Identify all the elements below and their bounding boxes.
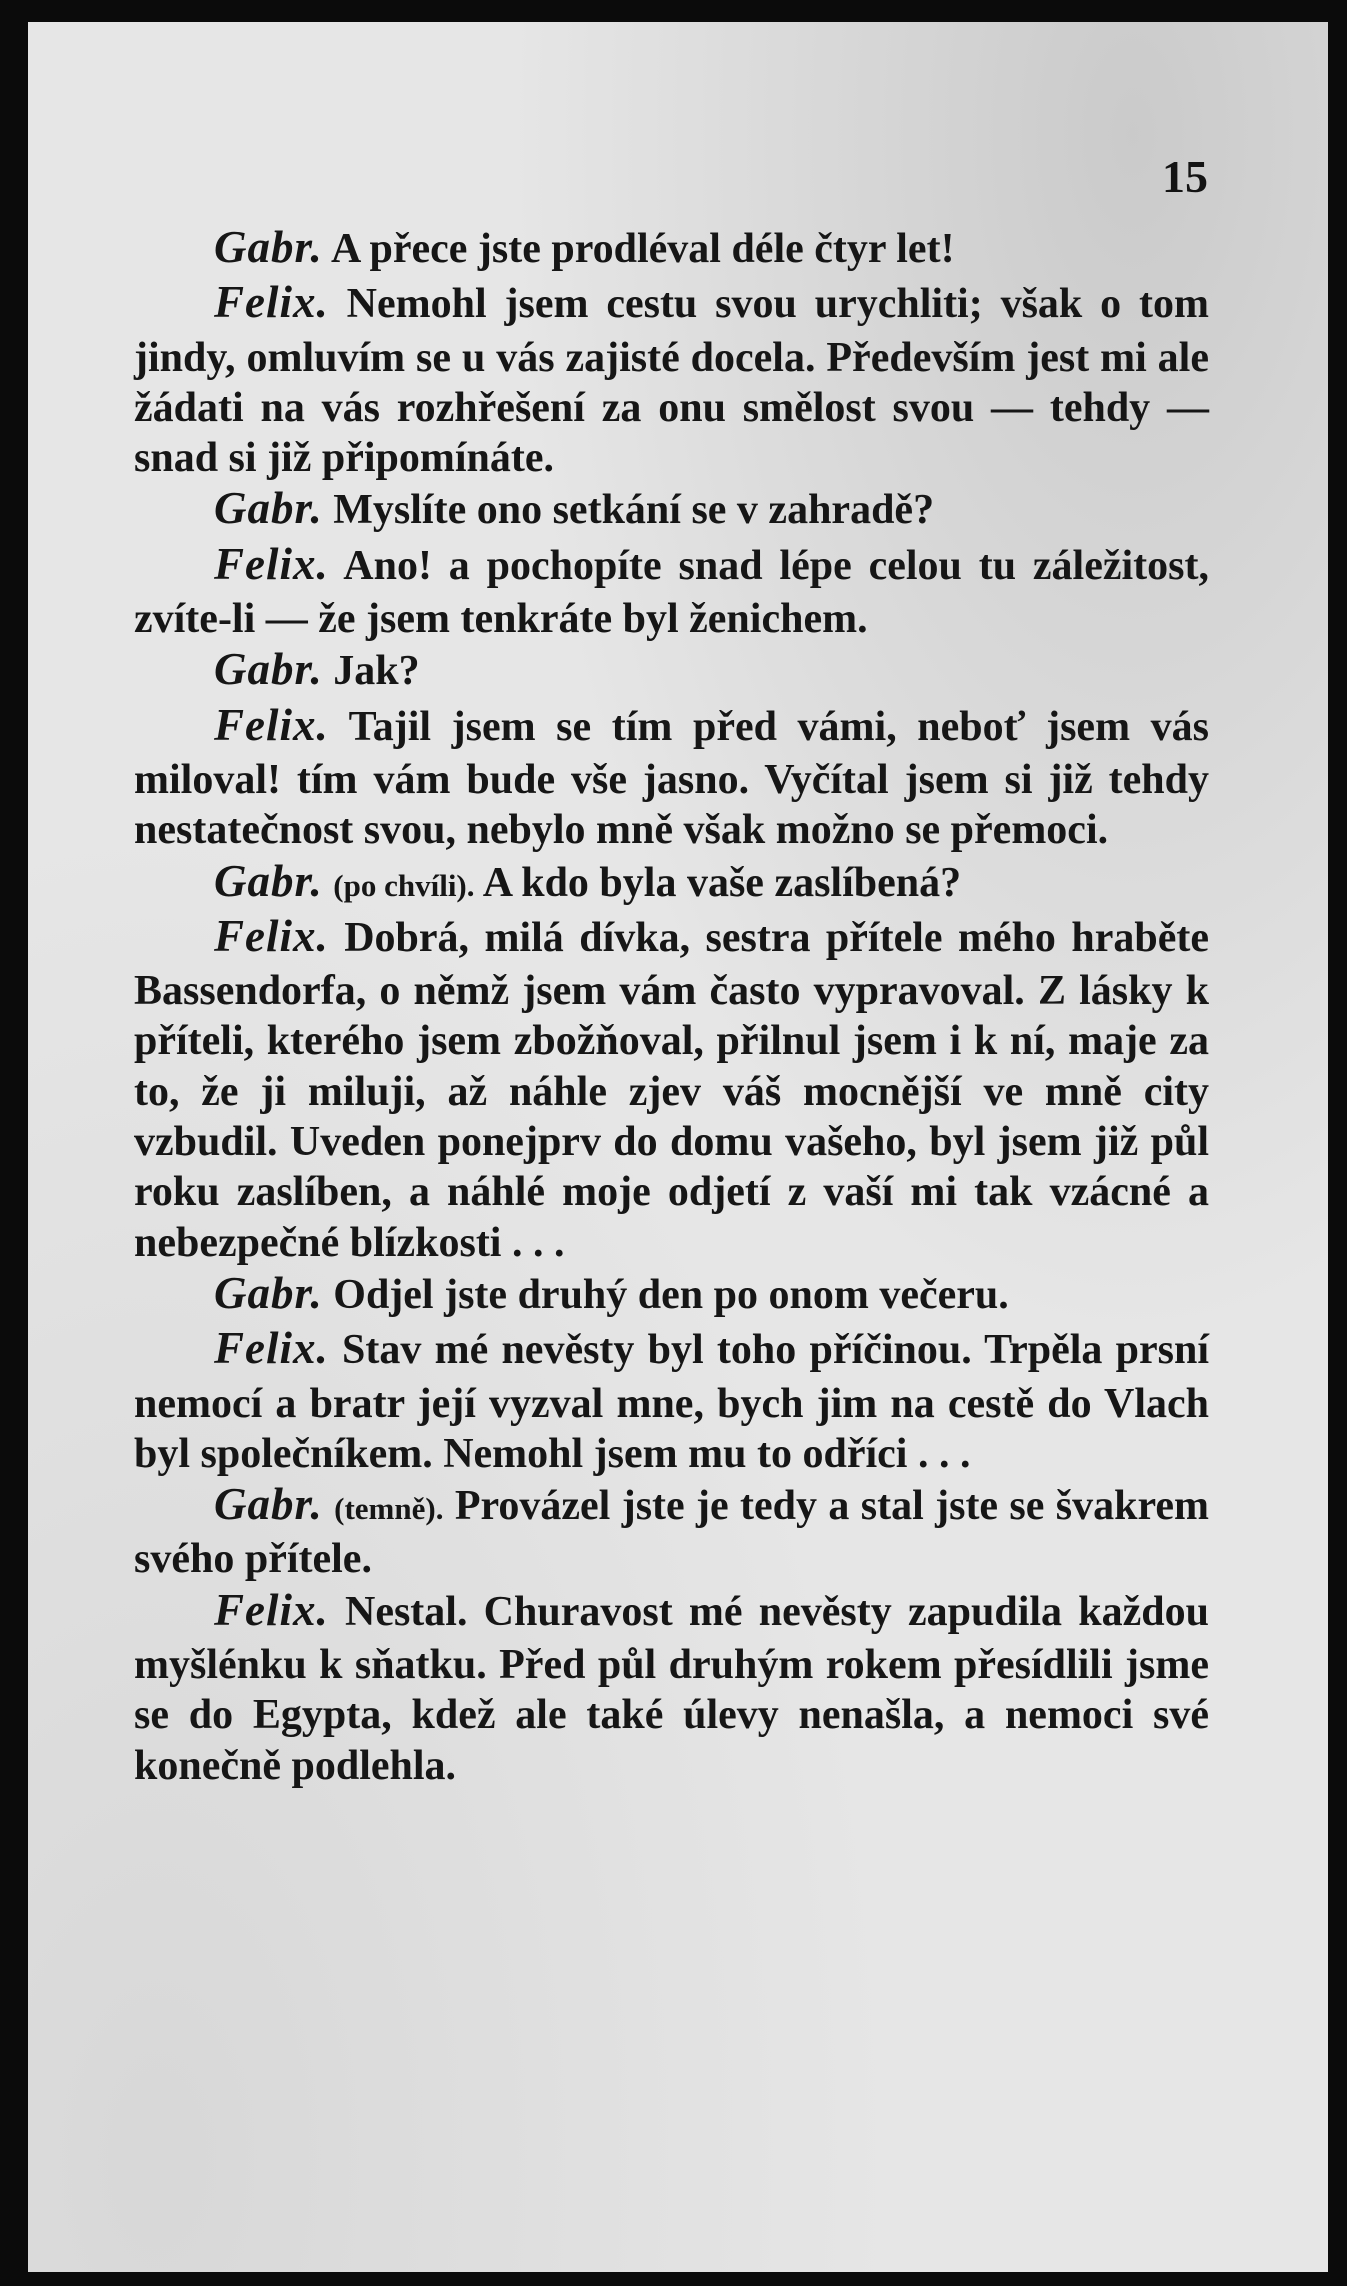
line-text: Myslíte ono setkání se v zahradě? <box>333 487 935 534</box>
line-text: Nemohl jsem cestu svou urychliti; však o tom jindy, omluvím se u vás zajisté docela. Především jest mi ale žádati na vás rozhřešení za onu smělost svou — tehdy — snad si již připomínáte. <box>134 281 1209 482</box>
speaker-name: Felix. <box>214 277 329 328</box>
speaker-name: Felix. <box>214 538 329 589</box>
speaker-name: Felix. <box>214 1323 329 1374</box>
line-text: Tajil jsem se tím před vámi, neboť jsem vás miloval! tím vám bude vše jasno. Vyčítal jsem si již tehdy nestatečnost svou, nebylo mně však možno se přemoci. <box>134 703 1209 854</box>
dialogue-line <box>134 277 1209 483</box>
line-text: Dobrá, milá dívka, sestra přítele mého hraběte Bassendorfa, o němž jsem vám často vypravoval. Z lásky k příteli, kterého jsem zbožňoval, přilnul jsem i k ní, maje za to, že ji miluji, až náhle zjev váš mocnější ve mně city vzbudil. Uveden ponejprv do domu vašeho, byl jsem již půl roku zaslíben, a náhlé moje odjetí z vaší mi tak vzácné a nebezpečné blízkosti . . . <box>134 914 1209 1266</box>
line-text: Nestal. Churavost mé nevěsty zapudila každou myšlénku k sňatku. Před půl druhým rokem přesídlili jsme se do Egypta, kdež ale také úlevy nenašla, a nemoci své konečně podlehla. <box>134 1588 1209 1789</box>
stage-direction: (po chvíli). <box>333 867 475 903</box>
speaker-name: Gabr. <box>214 483 323 534</box>
line-text: Stav mé nevěsty byl toho příčinou. Trpěla prsní nemocí a bratr její vyzval mne, bych jim na cestě do Vlach byl společníkem. Nemohl jsem mu to odříci . . . <box>134 1327 1210 1477</box>
dialogue-line <box>134 700 1209 856</box>
speaker-name: Gabr. <box>214 1267 323 1318</box>
line-text: A kdo byla vaše zaslíbená? <box>482 859 962 906</box>
speaker-name: Felix. <box>214 699 329 750</box>
dialogue-text <box>134 222 1209 1791</box>
line-text: A přece jste prodléval déle čtyr let! <box>330 226 955 272</box>
stage-direction: (temně). <box>334 1491 444 1527</box>
speaker-name: Gabr. <box>214 222 323 272</box>
dialogue-line <box>134 483 1209 538</box>
page-number: 15 <box>1162 151 1208 202</box>
dialogue-line <box>134 1323 1209 1479</box>
speaker-name: Felix. <box>214 1584 329 1635</box>
book-page <box>28 22 1328 2272</box>
speaker-name: Gabr. <box>214 1479 323 1530</box>
line-text: Jak? <box>333 648 420 695</box>
dialogue-line <box>134 856 1209 911</box>
line-text: Provázel jste je tedy a stal jste se švakrem svého přítele. <box>134 1483 1210 1583</box>
dialogue-line <box>134 911 1209 1268</box>
dialogue-line <box>134 1479 1209 1585</box>
line-text: Odjel jste druhý den po onom večeru. <box>333 1271 1009 1318</box>
speaker-name: Felix. <box>214 910 329 961</box>
dialogue-line <box>134 1585 1209 1791</box>
speaker-name: Gabr. <box>214 644 323 695</box>
dialogue-line <box>134 222 1209 277</box>
dialogue-line <box>134 1268 1209 1323</box>
dialogue-line <box>134 539 1209 645</box>
speaker-name: Gabr. <box>214 855 323 906</box>
dialogue-line <box>134 644 1209 699</box>
line-text: Ano! a pochopíte snad lépe celou tu záležitost, zvíte-li — že jsem tenkráte byl ženichem. <box>134 542 1209 643</box>
